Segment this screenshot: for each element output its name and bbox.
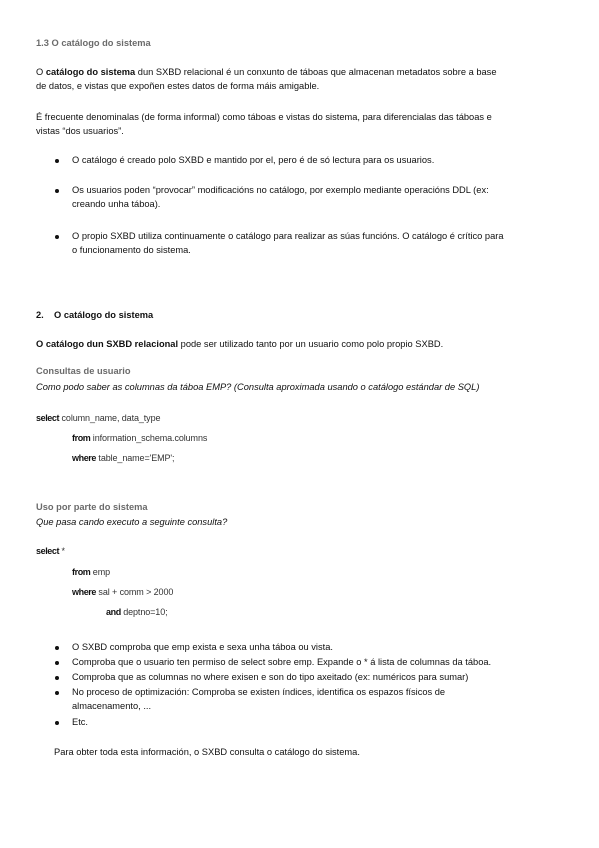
intro-bold: O catálogo dun SXBD relacional [36,339,179,349]
section-1-3-bullet-3-line-2: o funcionamento do sistema. [72,245,191,255]
sql-value: deptno=10; [120,607,168,617]
bullet-dot [55,189,59,193]
p1-rest: dun SXBD relacional é un conxunto de táboas que almacenan metadatos sobre a base [135,67,497,77]
query-1-line-1 [36,413,160,423]
sql-value: sal + comm > 2000 [96,587,174,597]
consultas-question: Como podo saber as columnas da táboa EMP? (Consulta aproximada usando o catálogo estándar de SQL) [36,382,480,392]
p1-prefix: O [36,67,46,77]
bullet-dot [55,646,59,650]
section-1-3-paragraph-1-line-1 [36,65,497,79]
section-2-closing: Para obter toda esta información, o SXBD consulta o catálogo do sistema. [54,747,360,757]
sql-keyword: select [36,546,60,556]
sql-keyword: where [72,587,97,597]
sql-keyword: from [72,567,91,577]
bullet-dot [55,661,59,665]
section-2-bullet-5: Etc. [72,717,89,727]
section-2-title: O catálogo do sistema [54,310,154,320]
section-2-number: 2. [36,310,44,320]
section-2-bullet-1: O SXBD comproba que emp exista e sexa unha táboa ou vista. [72,642,333,652]
bullet-dot [55,159,59,163]
query-2-line-4 [106,607,168,617]
section-1-3-paragraph-1-line-2: de datos, e vistas que expoñen estes datos de forma máis amigable. [36,81,320,91]
query-2-line-2 [72,567,110,577]
sql-value: * [59,546,65,556]
bullet-dot [55,235,59,239]
sql-keyword: where [72,453,97,463]
section-2-bullet-2: Comproba que o usuario ten permiso de select sobre emp. Expande o * á lista de columnas da táboa. [72,657,492,667]
bullet-dot [55,676,59,680]
section-2-bullet-3: Comproba que as columnas no where exisen e son do tipo axeitado (ex: numéricos para sumar) [72,672,469,682]
section-1-3-paragraph-2-line-1: É frecuente denominalas (de forma informal) como táboas e vistas do sistema, para diferencialas das táboas e [36,112,492,122]
sql-value: information_schema.columns [90,433,208,443]
uso-heading: Uso por parte do sistema [36,502,148,512]
sql-keyword: and [106,607,121,617]
bullet-dot [55,721,59,725]
section-1-3-bullet-2-line-2: creando unha táboa). [72,199,161,209]
section-1-3-title: 1.3 O catálogo do sistema [36,38,151,48]
consultas-heading: Consultas de usuario [36,366,131,376]
query-1-line-3 [72,453,174,463]
section-2-bullet-4-line-1: No proceso de optimización: Comproba se existen índices, identifica os espazos físicos de [72,687,446,697]
query-1-line-2 [72,433,207,443]
section-2-bullet-4-line-2: almacenamento, ... [72,701,152,711]
sql-value: column_name, data_type [59,413,161,423]
sql-value: table_name='EMP'; [96,453,175,463]
section-2-intro [36,337,443,351]
uso-question: Que pasa cando executo a seguinte consulta? [36,517,228,527]
bullet-dot [55,691,59,695]
p1-bold-term: catálogo do sistema [45,67,136,77]
section-1-3-bullet-2-line-1: Os usuarios poden “provocar” modificacións no catálogo, por exemplo mediante operacións DDL (ex: [72,185,489,195]
intro-rest: pode ser utilizado tanto por un usuario como polo propio SXBD. [178,339,444,349]
sql-value: emp [90,567,111,577]
sql-keyword: from [72,433,91,443]
section-1-3-bullet-1: O catálogo é creado polo SXBD e mantido por el, pero é de só lectura para os usuarios. [72,155,435,165]
query-2-line-1 [36,546,65,556]
sql-keyword: select [36,413,60,423]
section-1-3-bullet-3-line-1: O propio SXBD utiliza continuamente o catálogo para realizar as súas funcións. O catálogo é crítico para [72,231,504,241]
section-1-3-paragraph-2-line-2: vistas “dos usuarios”. [36,126,124,136]
query-2-line-3 [72,587,173,597]
